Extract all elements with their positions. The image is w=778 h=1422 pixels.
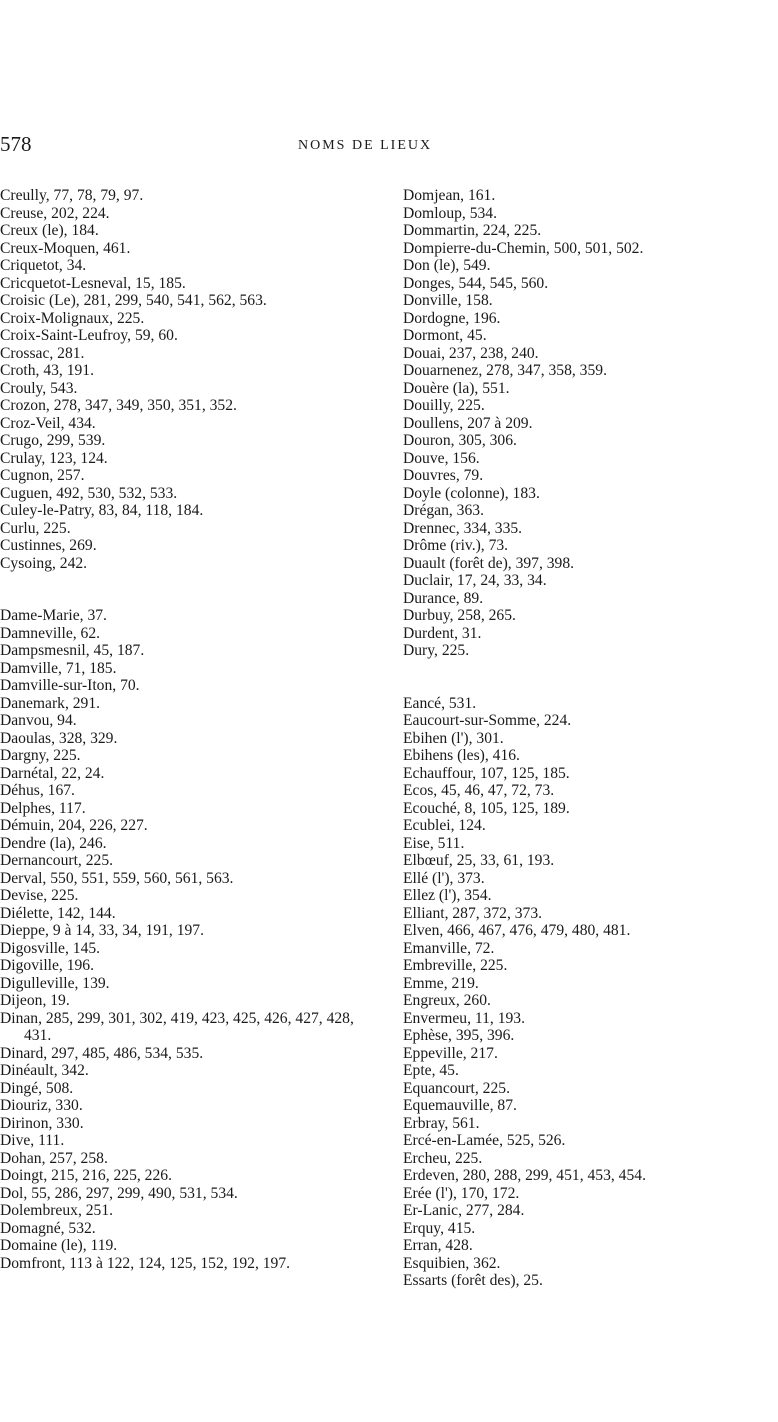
index-entry: Eppeville, 217. (403, 1044, 498, 1062)
index-entry: Essarts (forêt des), 25. (403, 1272, 543, 1289)
index-entry: Dohan, 257, 258. (0, 1149, 108, 1167)
index-entry: Dormont, 45. (403, 327, 487, 344)
index-entry: Dolembreux, 251. (0, 1202, 114, 1219)
index-entry: Equemauville, 87. (403, 1097, 517, 1114)
index-entry: Eancé, 531. (403, 694, 477, 712)
index-entry: Erquy, 415. (403, 1219, 476, 1237)
index-entry: Creully, 77, 78, 79, 97. (0, 187, 144, 204)
index-entry: Crouly, 543. (0, 379, 78, 397)
index-entry: Elven, 466, 467, 476, 479, 480, 481. (403, 922, 631, 939)
index-entry: Danvou, 94. (0, 712, 77, 729)
index-entry: Dury, 225. (403, 642, 470, 659)
index-entry: Domjean, 161. (403, 187, 496, 204)
index-entry: Diélette, 142, 144. (0, 904, 116, 922)
index-entry: Dernancourt, 225. (0, 852, 114, 869)
index-entry: Croix-Molignaux, 225. (0, 309, 145, 327)
index-entry: Damville-sur-Iton, 70. (0, 677, 140, 694)
index-entry: Damneville, 62. (0, 624, 101, 642)
index-entry: Croz-Veil, 434. (0, 414, 96, 432)
index-entry: Dijeon, 19. (0, 992, 70, 1009)
index-entry: Dinan, 285, 299, 301, 302, 419, 423, 425, 426, 427, 428, 431. (0, 1009, 354, 1044)
index-entry: Dol, 55, 286, 297, 299, 490, 531, 534. (0, 1184, 238, 1202)
index-entry: Darnétal, 22, 24. (0, 764, 105, 782)
index-entry: Croth, 43, 191. (0, 362, 94, 379)
index-entry: Epte, 45. (403, 1062, 459, 1079)
index-entry: Ellé (l'), 373. (403, 869, 485, 887)
index-entry: Criquetot, 34. (0, 257, 87, 274)
index-entry: Duclair, 17, 24, 33, 34. (403, 572, 547, 589)
index-entry: Douère (la), 551. (403, 379, 510, 397)
index-entry: Cugnon, 257. (0, 467, 85, 484)
index-entry: Dieppe, 9 à 14, 33, 34, 191, 197. (0, 922, 204, 939)
index-entry: Danemark, 291. (0, 694, 101, 712)
index-entry: Ebihens (les), 416. (403, 747, 520, 764)
index-entry: Dingé, 508. (0, 1079, 74, 1097)
index-entry: Ellez (l'), 354. (403, 887, 492, 904)
index-entry: Dendre (la), 246. (0, 834, 107, 852)
section-gap (403, 660, 778, 695)
index-entry: Douvres, 79. (403, 467, 484, 484)
index-entry: Doullens, 207 à 209. (403, 414, 533, 432)
index-entry: Drennec, 334, 335. (403, 519, 523, 537)
index-entry: Doyle (colonne), 183. (403, 484, 540, 502)
index-entry: Cysoing, 242. (0, 554, 88, 572)
page-number: 578 (0, 132, 32, 156)
index-entry: Erée (l'), 170, 172. (403, 1184, 520, 1202)
index-entry: Esquibien, 362. (403, 1254, 501, 1272)
index-entry: Culey-le-Patry, 83, 84, 118, 184. (0, 502, 204, 519)
index-entry: Er-Lanic, 277, 284. (403, 1202, 525, 1219)
index-entry: Dampsmesnil, 45, 187. (0, 642, 145, 659)
index-entry: Erran, 428. (403, 1237, 473, 1254)
index-entry: Cricquetot-Lesneval, 15, 185. (0, 274, 186, 292)
index-entry: Ecublei, 124. (403, 817, 486, 834)
index-entry: Cuguen, 492, 530, 532, 533. (0, 484, 178, 502)
index-entry: Ecouché, 8, 105, 125, 189. (403, 799, 570, 817)
index-entry: Douilly, 225. (403, 397, 485, 414)
index-entry: Croisic (Le), 281, 299, 540, 541, 562, 563. (0, 292, 267, 309)
index-entry: Derval, 550, 551, 559, 560, 561, 563. (0, 869, 234, 887)
index-entry: Durance, 89. (403, 589, 484, 607)
index-column-left (0, 187, 380, 1272)
index-entry: Donges, 544, 545, 560. (403, 274, 549, 292)
running-title: NOMS DE LIEUX (298, 138, 433, 153)
index-entry: Echauffour, 107, 125, 185. (403, 764, 570, 782)
index-entry: Domloup, 534. (403, 204, 497, 222)
section-gap (0, 572, 380, 607)
index-entry: Ercé-en-Lamée, 525, 526. (403, 1132, 566, 1149)
index-entry: Domagné, 532. (0, 1219, 96, 1237)
index-entry: Déhus, 167. (0, 782, 75, 799)
index-entry: Equancourt, 225. (403, 1079, 510, 1097)
index-entry: Dordogne, 196. (403, 309, 501, 327)
index-entry: Douarnenez, 278, 347, 358, 359. (403, 362, 607, 379)
index-entry: Crossac, 281. (0, 344, 85, 362)
index-entry: Croix-Saint-Leufroy, 59, 60. (0, 327, 178, 344)
index-entry: Digoville, 196. (0, 957, 94, 974)
index-entry: Crozon, 278, 347, 349, 350, 351, 352. (0, 397, 237, 414)
index-entry: Douron, 305, 306. (403, 432, 517, 449)
index-entry: Dinéault, 342. (0, 1062, 89, 1079)
index-column-right (403, 187, 778, 1290)
index-entry: Dargny, 225. (0, 747, 81, 764)
index-entry: Eise, 511. (403, 834, 465, 852)
index-entry: Curlu, 225. (0, 519, 71, 537)
index-entry: Emanville, 72. (403, 939, 495, 957)
index-entry: Durbuy, 258, 265. (403, 607, 516, 624)
index-entry: Digulleville, 139. (0, 974, 110, 992)
index-entry: Domaine (le), 119. (0, 1237, 118, 1254)
index-entry: Duault (forêt de), 397, 398. (403, 554, 575, 572)
index-entry: Creux-Moquen, 461. (0, 239, 131, 257)
index-entry: Envermeu, 11, 193. (403, 1009, 525, 1027)
index-entry: Creux (le), 184. (0, 222, 99, 239)
index-entry: Ephèse, 395, 396. (403, 1027, 515, 1044)
index-entry: Donville, 158. (403, 292, 493, 309)
index-entry: Devise, 225. (0, 887, 79, 904)
index-entry: Ebihen (l'), 301. (403, 729, 504, 747)
index-entry: Douai, 237, 238, 240. (403, 344, 539, 362)
page-header (0, 132, 778, 162)
index-entry: Dirinon, 330. (0, 1114, 84, 1132)
index-entry: Elbœuf, 25, 33, 61, 193. (403, 852, 555, 869)
index-entry: Ercheu, 225. (403, 1149, 483, 1167)
index-entry: Doingt, 215, 216, 225, 226. (0, 1167, 172, 1184)
index-entry: Don (le), 549. (403, 257, 491, 274)
index-entry: Douve, 156. (403, 449, 480, 467)
index-entry: Domfront, 113 à 122, 124, 125, 152, 192, 197. (0, 1254, 291, 1272)
index-entry: Drégan, 363. (403, 502, 484, 519)
index-entry: Démuin, 204, 226, 227. (0, 817, 148, 834)
index-entry: Embreville, 225. (403, 957, 508, 974)
index-entry: Delphes, 117. (0, 799, 86, 817)
index-entry: Dinard, 297, 485, 486, 534, 535. (0, 1044, 204, 1062)
index-entry: Crugo, 299, 539. (0, 432, 106, 449)
index-entry: Engreux, 260. (403, 992, 491, 1009)
index-entry: Daoulas, 328, 329. (0, 729, 118, 747)
index-entry: Dame-Marie, 37. (0, 607, 107, 624)
index-entry: Drôme (riv.), 73. (403, 537, 509, 554)
index-entry: Damville, 71, 185. (0, 659, 117, 677)
index-entry: Emme, 219. (403, 974, 479, 992)
index-entry: Crulay, 123, 124. (0, 449, 108, 467)
index-entry: Elliant, 287, 372, 373. (403, 904, 543, 922)
index-entry: Diouriz, 330. (0, 1097, 83, 1114)
index-entry: Dommartin, 224, 225. (403, 222, 542, 239)
index-entry: Digosville, 145. (0, 939, 101, 957)
index-entry: Erdeven, 280, 288, 299, 451, 453, 454. (403, 1167, 646, 1184)
index-entry: Eaucourt-sur-Somme, 224. (403, 712, 572, 729)
index-entry: Dompierre-du-Chemin, 500, 501, 502. (403, 239, 644, 257)
index-entry: Durdent, 31. (403, 624, 482, 642)
index-entry: Custinnes, 269. (0, 537, 97, 554)
index-entry: Erbray, 561. (403, 1114, 480, 1132)
index-entry: Ecos, 45, 46, 47, 72, 73. (403, 782, 555, 799)
index-entry: Dive, 111. (0, 1132, 65, 1149)
index-entry: Creuse, 202, 224. (0, 204, 110, 222)
